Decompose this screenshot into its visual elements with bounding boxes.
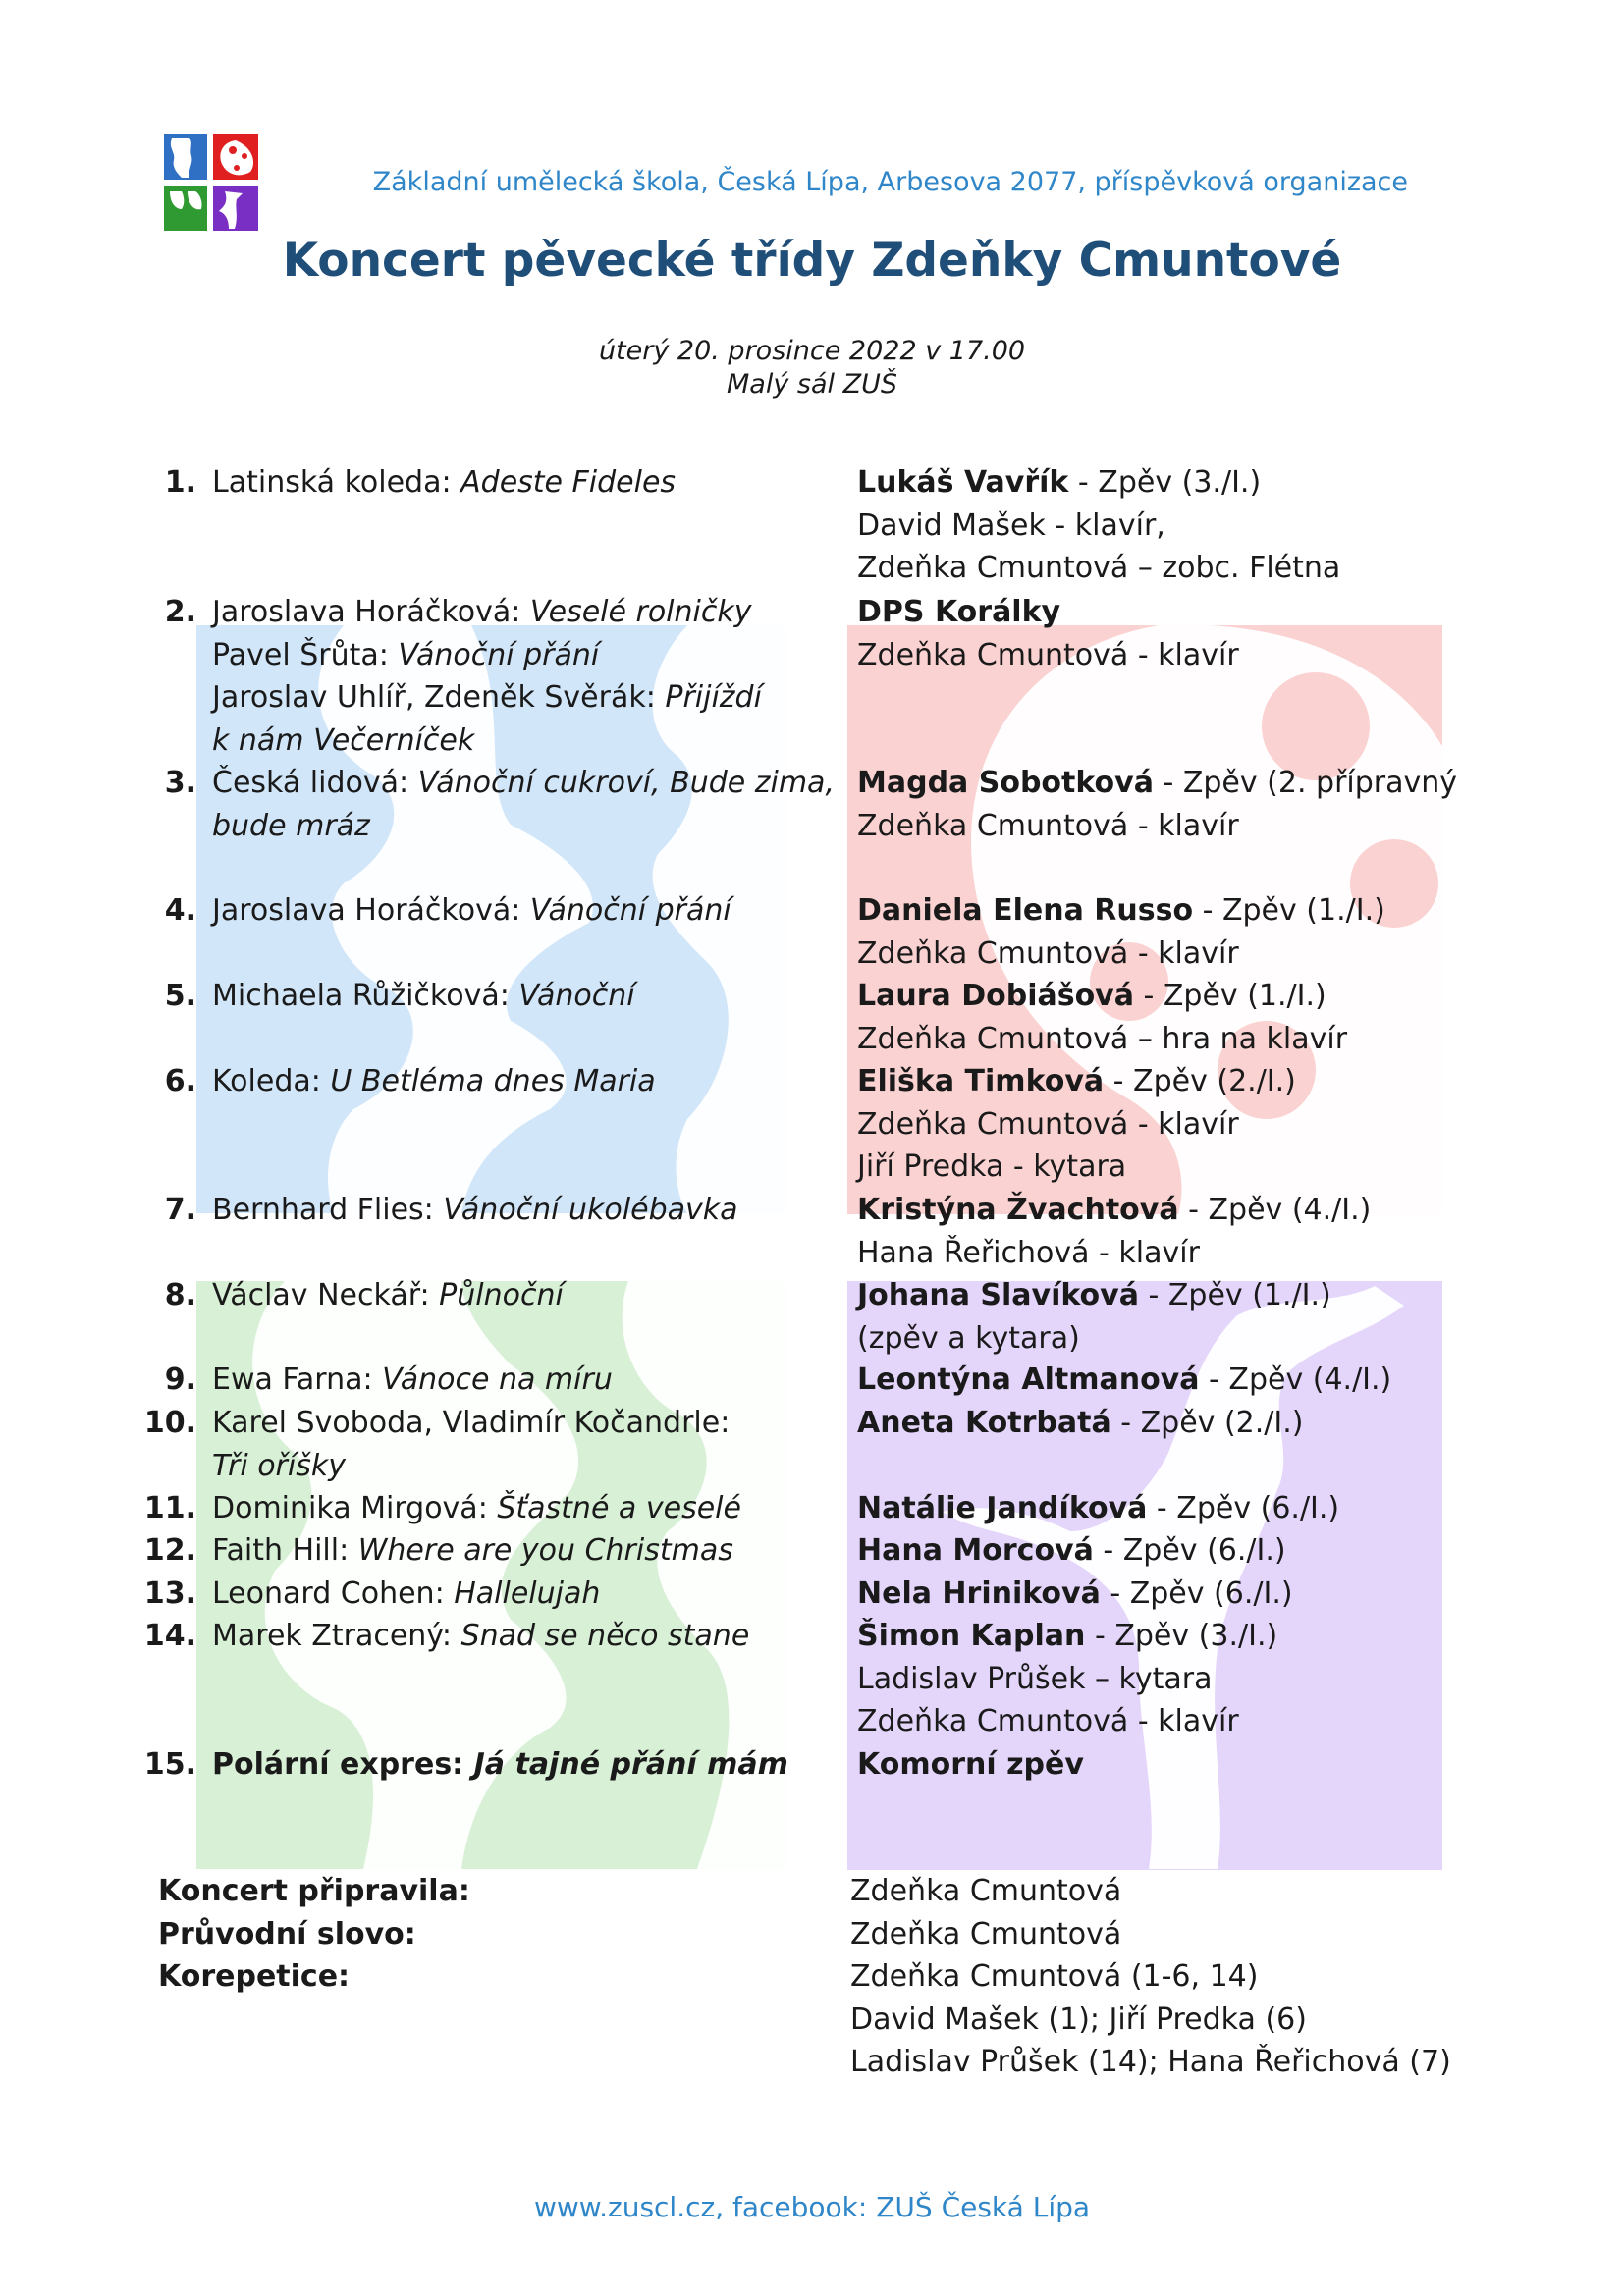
performer-detail: Zdeňka Cmuntová - klavír <box>857 808 1239 843</box>
performer-line <box>857 461 1261 505</box>
program-number: 5. <box>164 979 196 1013</box>
piece-title: Přijíždí <box>665 680 762 715</box>
piece-title: Vánoce na míru <box>382 1362 613 1397</box>
composer-text: Bernhard Flies: <box>212 1193 444 1227</box>
piece-title: Adeste Fideles <box>460 465 677 500</box>
program-number: 13. <box>143 1576 196 1611</box>
piece-title: Veselé rolničky <box>529 595 752 629</box>
program-number: 12. <box>143 1533 196 1568</box>
performer-detail: Zdeňka Cmuntová - klavír <box>857 1704 1239 1738</box>
performer-detail: - Zpěv (1./I.) <box>1138 1278 1331 1312</box>
program-piece-line <box>212 975 635 1018</box>
performer-detail: Zdeňka Cmuntová – hra na klavír <box>857 1021 1348 1056</box>
performer-name: Hana Morcová <box>857 1533 1094 1568</box>
school-logo <box>164 134 258 231</box>
performer-detail: Ladislav Průšek – kytara <box>857 1661 1213 1696</box>
program-number: 15. <box>143 1747 196 1782</box>
program-piece-line <box>212 1573 600 1616</box>
composer-text: Václav Neckář: <box>212 1278 440 1312</box>
credit-value: Ladislav Průšek (14); Hana Řeřichová (7) <box>850 2045 1451 2079</box>
program-piece-line <box>212 591 752 634</box>
composer-text: Marek Ztracený: <box>212 1619 461 1653</box>
composer-text: Dominika Mirgová: <box>212 1491 498 1525</box>
composer-text: Polární expres: <box>212 1747 474 1782</box>
composer-text: Jaroslav Uhlíř, Zdeněk Svěrák: <box>212 680 666 715</box>
credit-label: Korepetice: <box>158 1959 351 1994</box>
concert-venue: Malý sál ZUŠ <box>727 369 897 400</box>
performer-line <box>857 805 1239 848</box>
performer-line <box>857 1658 1212 1701</box>
performer-line <box>857 975 1326 1018</box>
piece-title: U Betléma dnes Maria <box>330 1064 656 1098</box>
program-piece-line <box>212 1402 730 1445</box>
performer-line <box>857 1615 1277 1658</box>
composer-text: Karel Svoboda, Vladimír Kočandrle: <box>212 1406 731 1440</box>
piece-title: Šťastné a veselé <box>497 1491 741 1525</box>
program-number: 4. <box>164 893 196 928</box>
piece-title: Tři oříšky <box>212 1448 346 1483</box>
program-number: 9. <box>164 1362 196 1397</box>
credit-value: Zdeňka Cmuntová (1-6, 14) <box>850 1959 1259 1994</box>
program-piece-line <box>212 1615 749 1658</box>
performer-line <box>857 1103 1239 1147</box>
performer-name: Šimon Kaplan <box>857 1619 1086 1653</box>
performer-name: Leontýna Altmanová <box>857 1362 1200 1397</box>
credit-value: Zdeňka Cmuntová <box>850 1874 1122 1908</box>
program-piece-line <box>212 1060 656 1103</box>
performer-line <box>857 1232 1200 1275</box>
performer-line <box>857 1146 1126 1189</box>
piece-title: Vánoční cukroví, Bude zima, <box>417 766 835 800</box>
performer-detail: - Zpěv (2./I.) <box>1110 1406 1304 1440</box>
composer-text: Koleda: <box>212 1064 331 1098</box>
performer-name: Nela Hriniková <box>857 1576 1101 1611</box>
performer-name: Aneta Kotrbatá <box>857 1406 1111 1440</box>
performer-detail: Zdeňka Cmuntová - klavír <box>857 637 1239 672</box>
program-number: 14. <box>143 1619 196 1653</box>
performer-line <box>857 1402 1304 1445</box>
composer-text: Michaela Růžičková: <box>212 979 519 1013</box>
piece-title: Vánoční ukolébavka <box>443 1193 738 1227</box>
credit-label: Koncert připravila: <box>158 1874 470 1908</box>
school-name: Základní umělecká škola, Česká Lípa, Arbesova 2077, příspěvková organizace <box>372 167 1408 197</box>
performer-line <box>857 1018 1347 1061</box>
piece-title: k nám Večerníček <box>212 722 475 758</box>
performer-detail: - Zpěv (6./I.) <box>1093 1533 1286 1568</box>
performer-detail: - Zpěv (4./I.) <box>1199 1362 1392 1397</box>
composer-text: Pavel Šrůta: <box>212 637 399 672</box>
performer-line <box>857 1317 1080 1361</box>
program-piece-line <box>212 720 474 763</box>
credit-label: Průvodní slovo: <box>158 1916 416 1951</box>
performer-line <box>857 1529 1286 1573</box>
performer-name: Lukáš Vavřík <box>857 465 1069 500</box>
program-number: 2. <box>164 595 196 629</box>
performer-name: Magda Sobotková <box>857 766 1154 800</box>
performer-detail: Zdeňka Cmuntová – zobc. Flétna <box>857 551 1341 585</box>
performer-name: Laura Dobiášová <box>857 979 1134 1013</box>
program-piece-line <box>212 676 762 720</box>
performer-detail: Zdeňka Cmuntová - klavír <box>857 935 1239 971</box>
performer-line <box>857 1060 1296 1103</box>
program-piece-line <box>212 1189 738 1232</box>
program-number: 1. <box>164 465 196 500</box>
piece-title: Where are you Christmas <box>357 1533 733 1568</box>
program-piece-line <box>212 1743 788 1787</box>
performer-detail: - Zpěv (4./I.) <box>1178 1193 1372 1227</box>
performer-name: Natálie Jandíková <box>857 1491 1148 1525</box>
composer-text: Leonard Cohen: <box>212 1576 455 1611</box>
performer-line <box>857 1700 1239 1743</box>
performer-detail: Jiří Predka - kytara <box>857 1149 1127 1184</box>
performer-line <box>857 1487 1339 1530</box>
performer-detail: - Zpěv (2./I.) <box>1104 1064 1296 1098</box>
program-piece-line <box>212 461 676 505</box>
program-number: 8. <box>164 1278 196 1312</box>
performer-name: Komorní zpěv <box>857 1747 1084 1782</box>
performer-line <box>857 634 1239 677</box>
piece-title: Vánoční přání <box>529 893 731 928</box>
performer-detail: (zpěv a kytara) <box>857 1320 1080 1356</box>
performer-line <box>857 1359 1391 1402</box>
performer-line <box>857 547 1340 590</box>
performer-line <box>857 762 1457 805</box>
program-piece-line <box>212 1529 733 1573</box>
performer-line <box>857 591 1060 634</box>
performer-detail: - Zpěv (3./I.) <box>1068 465 1262 500</box>
performer-line <box>857 1573 1293 1616</box>
performer-detail: - Zpěv (2. přípravný <box>1153 766 1458 800</box>
performer-line <box>857 1274 1331 1317</box>
program-piece-line <box>212 762 835 805</box>
piece-title: Vánoční <box>518 979 635 1013</box>
performer-line <box>857 1743 1084 1787</box>
performer-line <box>857 889 1385 933</box>
piece-title: Hallelujah <box>454 1576 601 1611</box>
performer-detail: Hana Řeřichová - klavír <box>857 1235 1200 1270</box>
piece-title: bude mráz <box>212 808 370 843</box>
composer-text: Faith Hill: <box>212 1533 358 1568</box>
performer-detail: - Zpěv (6./I.) <box>1100 1576 1293 1611</box>
program-piece-line <box>212 1487 741 1530</box>
composer-text: Ewa Farna: <box>212 1362 383 1397</box>
composer-text: Jaroslava Horáčková: <box>212 595 530 629</box>
credit-value: David Mašek (1); Jiří Predka (6) <box>850 2002 1307 2037</box>
program-number: 11. <box>143 1491 196 1525</box>
composer-text: Česká lidová: <box>212 766 418 800</box>
performer-detail: David Mašek - klavír, <box>857 507 1165 543</box>
program-piece-line <box>212 805 370 848</box>
performer-line <box>857 1189 1371 1232</box>
performer-name: Eliška Timková <box>857 1064 1105 1098</box>
program-piece-line <box>212 1445 346 1488</box>
footer-links: www.zuscl.cz, facebook: ZUŠ Česká Lípa <box>533 2191 1091 2223</box>
performer-detail: - Zpěv (1./I.) <box>1193 893 1385 928</box>
performer-detail: - Zpěv (3./I.) <box>1085 1619 1278 1653</box>
performer-name: Kristýna Žvachtová <box>857 1193 1179 1227</box>
performer-line <box>857 505 1165 548</box>
program-number: 10. <box>143 1406 196 1440</box>
performer-detail: - Zpěv (6./I.) <box>1147 1491 1340 1525</box>
program-piece-line <box>212 889 731 933</box>
program-number: 3. <box>164 766 196 800</box>
piece-title: Já tajné přání mám <box>473 1747 788 1782</box>
program-piece-line <box>212 634 599 677</box>
performer-name: Johana Slavíková <box>857 1278 1139 1312</box>
program-number: 7. <box>164 1193 196 1227</box>
composer-text: Jaroslava Horáčková: <box>212 893 530 928</box>
composer-text: Latinská koleda: <box>212 465 461 500</box>
performer-name: DPS Korálky <box>857 595 1061 629</box>
performer-name: Daniela Elena Russo <box>857 893 1194 928</box>
performer-line <box>857 933 1239 976</box>
program-piece-line <box>212 1359 613 1402</box>
performer-detail: Zdeňka Cmuntová - klavír <box>857 1106 1239 1142</box>
concert-date: úterý 20. prosince 2022 v 17.00 <box>598 336 1026 366</box>
performer-detail: - Zpěv (1./I.) <box>1133 979 1326 1013</box>
piece-title: Půlnoční <box>439 1278 564 1312</box>
program-number: 6. <box>164 1064 196 1098</box>
program-piece-line <box>212 1274 564 1317</box>
piece-title: Vánoční přání <box>398 637 600 672</box>
piece-title: Snad se něco stane <box>460 1619 750 1653</box>
page-title: Koncert pěvecké třídy Zdeňky Cmuntové <box>282 234 1342 288</box>
credit-value: Zdeňka Cmuntová <box>850 1916 1122 1951</box>
